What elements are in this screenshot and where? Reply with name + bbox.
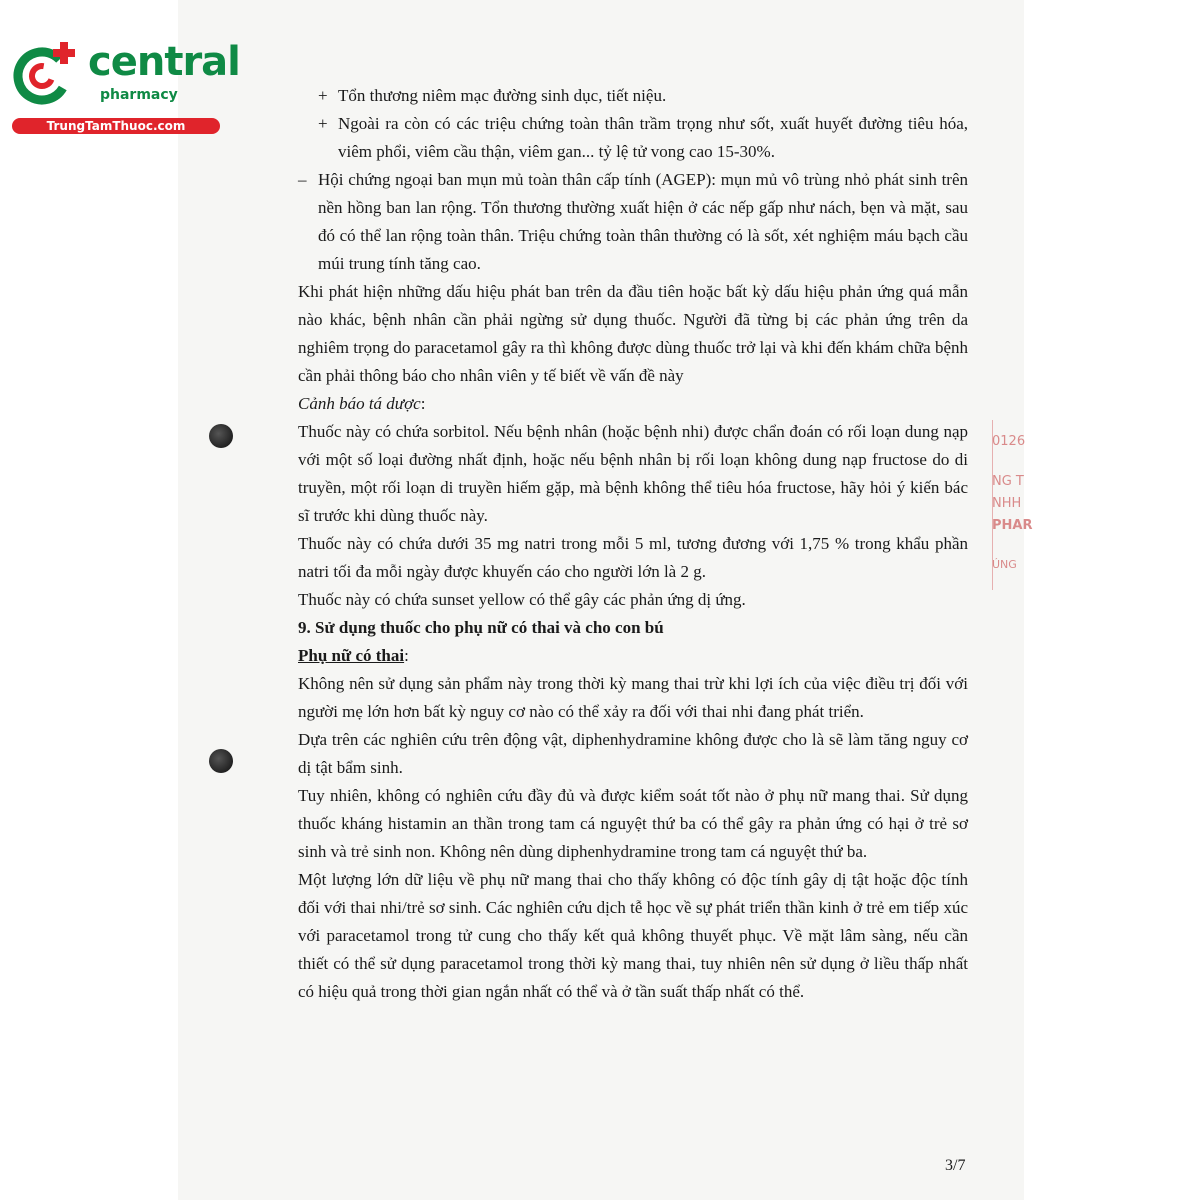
list-item: + Tổn thương niêm mạc đường sinh dục, tiết niệu. bbox=[318, 86, 667, 105]
red-stamp-fragment bbox=[984, 420, 1033, 590]
punch-hole bbox=[209, 424, 233, 448]
paragraph: Dựa trên các nghiên cứu trên động vật, diphenhydramine không được cho là sẽ làm tăng nguy cơ dị tật bẩm sinh. bbox=[298, 730, 968, 777]
paragraph: Thuốc này có chứa dưới 35 mg natri trong mỗi 5 ml, tương đương với 1,75 % trong khẩu phần natri tối đa mỗi ngày được khuyến cáo cho người lớn là 2 g. bbox=[298, 534, 968, 581]
paragraph: Thuốc này có chứa sunset yellow có thể gây các phản ứng dị ứng. bbox=[298, 590, 746, 609]
logo-sub-text: pharmacy bbox=[100, 87, 178, 103]
punch-hole bbox=[209, 749, 233, 773]
stamp-text: NG T bbox=[992, 474, 1024, 489]
stamp-text: NHH bbox=[992, 496, 1022, 511]
section-heading: 9. Sử dụng thuốc cho phụ nữ có thai và cho con bú bbox=[298, 618, 664, 637]
logo-brand-text: central bbox=[88, 39, 240, 85]
stamp-text: PHAR bbox=[992, 518, 1033, 533]
logo-url-badge: TrungTamThuoc.com bbox=[12, 118, 220, 134]
list-item: – Hội chứng ngoại ban mụn mủ toàn thân cấp tính (AGEP): mụn mủ vô trùng nhỏ phát sinh trên nền hồng ban lan rộng. Tổn thương thường xuất hiện ở các nếp gấp như nách, bẹn và mặt, sau đó có thể lan rộng toàn thân. Triệu chứng toàn thân thường có là sốt, xét nghiệm máu bạch cầu múi trung tính tăng cao. bbox=[298, 170, 968, 273]
subheading: Phụ nữ có thai: bbox=[298, 646, 409, 665]
central-pharmacy-logo[interactable] bbox=[10, 38, 240, 138]
paragraph: Khi phát hiện những dấu hiệu phát ban trên da đầu tiên hoặc bất kỳ dấu hiệu phản ứng quá mẫn nào khác, bệnh nhân cần phải ngừng sử dụng thuốc. Người đã từng bị các phản ứng trên da nghiêm trọng do paracetamol gây ra thì không được dùng thuốc trở lại và khi đến khám chữa bệnh cần phải thông báo cho nhân viên y tế biết về vấn đề này bbox=[298, 282, 968, 385]
stamp-text: 0126 bbox=[992, 434, 1026, 449]
stamp-text: ÚNG bbox=[992, 558, 1017, 571]
paragraph: Tuy nhiên, không có nghiên cứu đầy đủ và được kiểm soát tốt nào ở phụ nữ mang thai. Sử dụng thuốc kháng histamin an thần trong tam cá nguyệt thứ ba có thể gây ra phản ứng có hại ở trẻ sơ sinh và trẻ sinh non. Không nên dùng diphenhydramine trong tam cá nguyệt thứ ba. bbox=[298, 786, 968, 861]
paragraph: Một lượng lớn dữ liệu về phụ nữ mang thai cho thấy không có độc tính gây dị tật hoặc độc tính đối với thai nhi/trẻ sơ sinh. Các nghiên cứu dịch tễ học về sự phát triển thần kinh ở trẻ em tiếp xúc với paracetamol trong tử cung cho thấy kết quả không thuyết phục. Về mặt lâm sàng, nếu cần thiết có thể sử dụng paracetamol trong thời kỳ mang thai, tuy nhiên nên sử dụng ở liều thấp nhất có hiệu quả trong thời gian ngắn nhất có thể và ở tần suất thấp nhất có thể. bbox=[298, 870, 968, 1001]
page-number: 3/7 bbox=[945, 1157, 966, 1174]
document-body bbox=[298, 82, 968, 1006]
paragraph: Không nên sử dụng sản phẩm này trong thời kỳ mang thai trừ khi lợi ích của việc điều trị đối với người mẹ lớn hơn bất kỳ nguy cơ nào có thể xảy ra đối với thai nhi đang phát triển. bbox=[298, 674, 968, 721]
subheading: Cảnh báo tá dược: bbox=[298, 394, 426, 413]
paragraph: Thuốc này có chứa sorbitol. Nếu bệnh nhân (hoặc bệnh nhi) được chẩn đoán có rối loạn dung nạp với một số loại đường nhất định, hoặc nếu bệnh nhân bị rối loạn không dung nạp fructose do di truyền, một rối loạn di truyền hiếm gặp, mà bệnh không thể tiêu hóa fructose, hãy hỏi ý kiến bác sĩ trước khi dùng thuốc này. bbox=[298, 422, 968, 525]
list-item: + Ngoài ra còn có các triệu chứng toàn thân trầm trọng như sốt, xuất huyết đường tiêu hóa, viêm phổi, viêm cầu thận, viêm gan... tỷ lệ tử vong cao 15-30%. bbox=[318, 114, 968, 161]
pharmacy-cross-logo-icon bbox=[10, 38, 80, 108]
